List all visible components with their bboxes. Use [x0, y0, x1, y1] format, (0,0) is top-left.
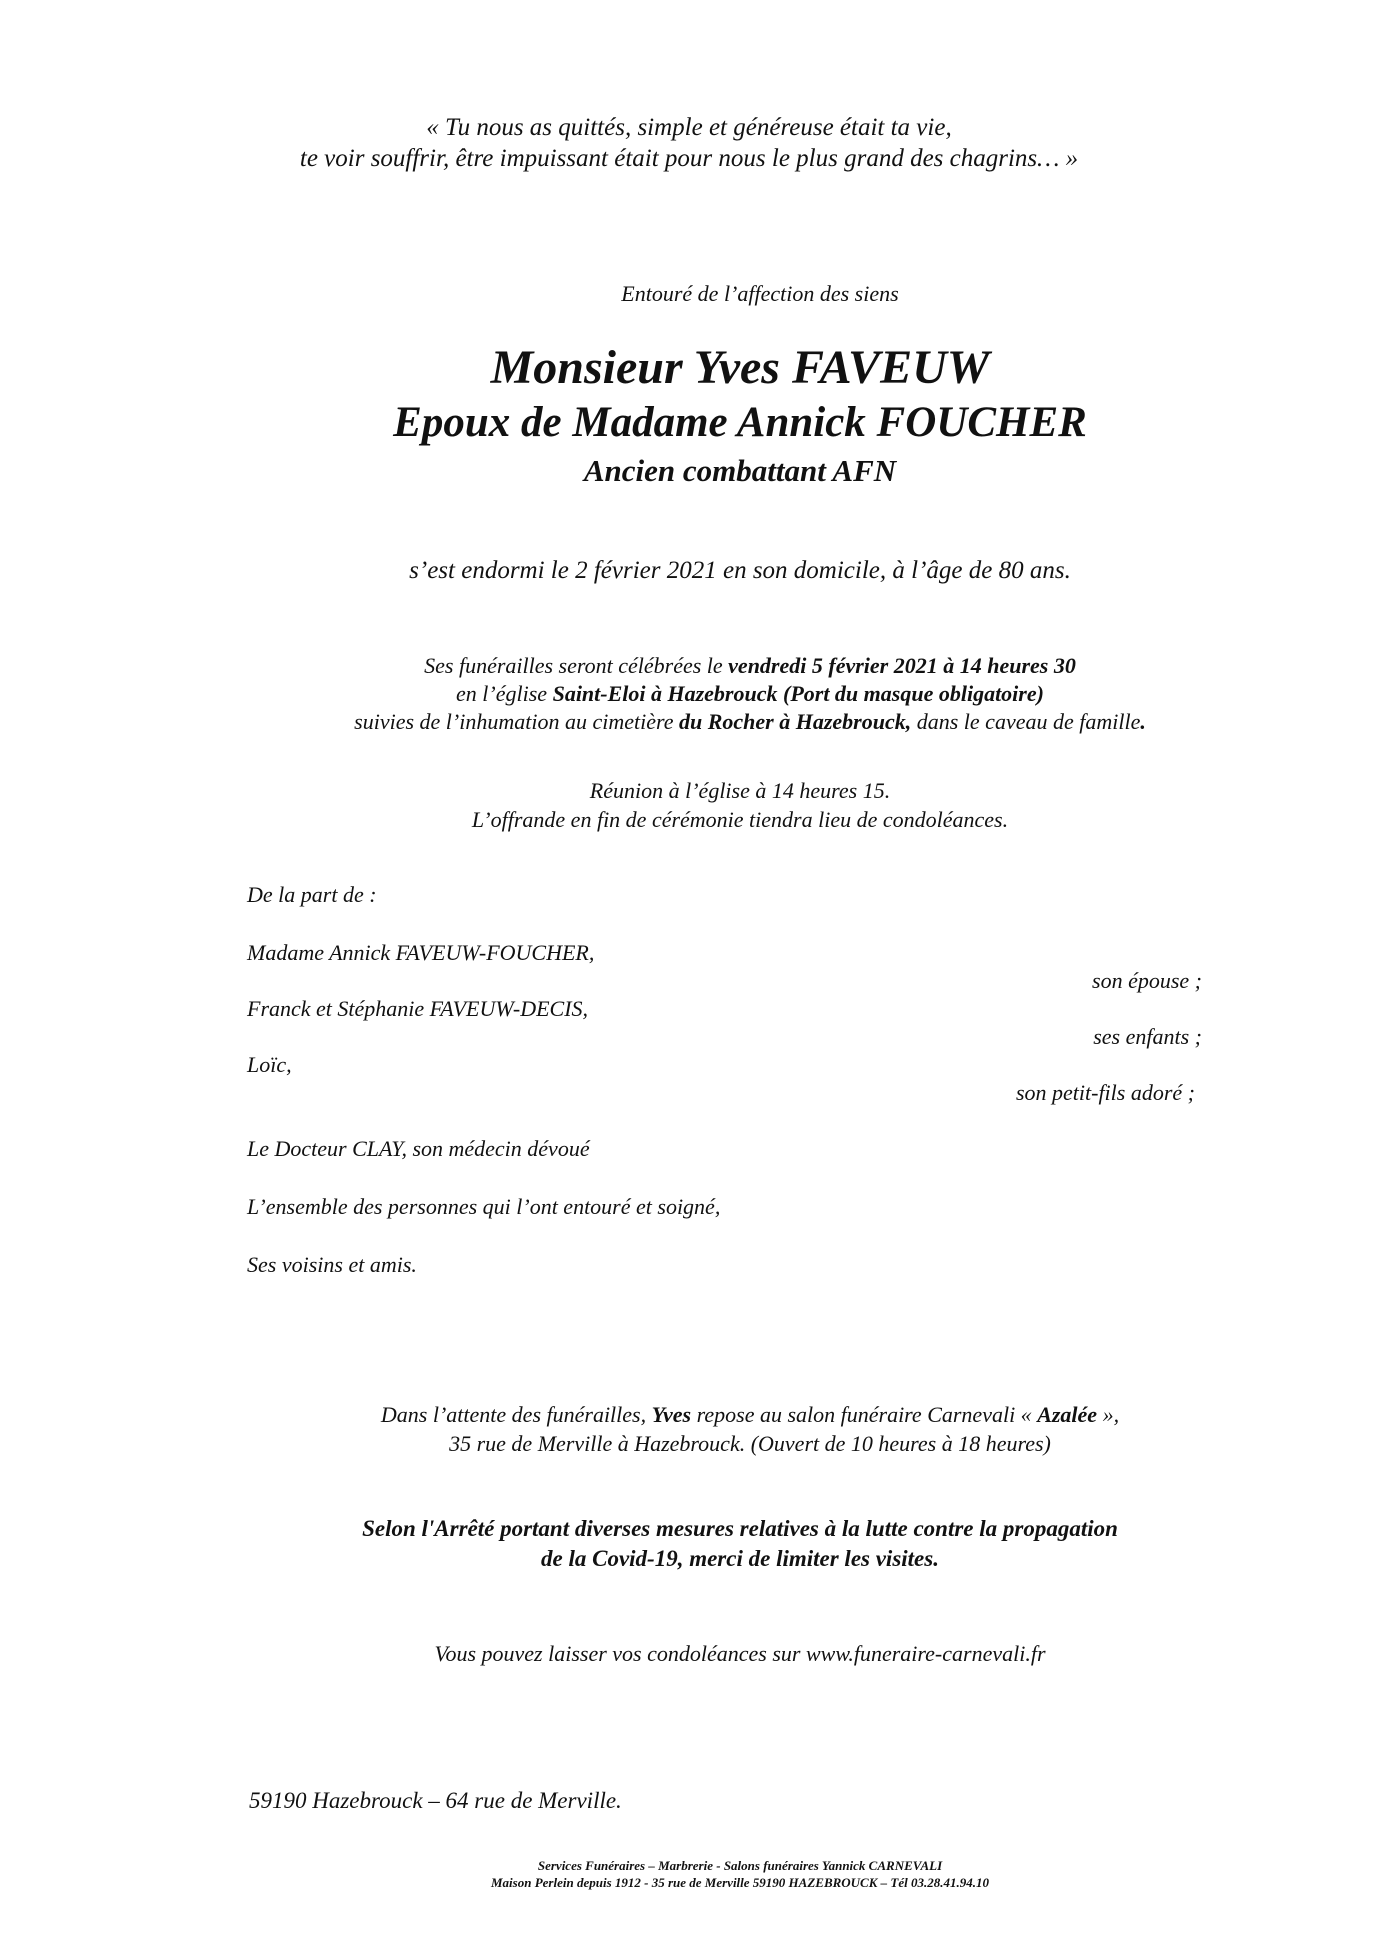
funeral-cemetery: du Rocher à Hazebrouck, [678, 709, 912, 734]
deceased-name: Monsieur Yves FAVEUW [490, 341, 990, 394]
covid-notice [190, 1514, 1290, 1574]
family-other: Ses voisins et amis. [247, 1252, 417, 1277]
funeral-line-3 [200, 708, 1300, 736]
salon-deceased-firstname: Yves [651, 1402, 692, 1427]
funeral-details [200, 652, 1300, 736]
deceased-spouse: Epoux de Madame Annick FOUCHER [393, 399, 1087, 446]
salon-line-1-a: Dans l’attente des funérailles, [380, 1402, 652, 1427]
family-member-relation: ses enfants ; [1093, 1024, 1202, 1049]
death-notice: s’est endormi le 2 février 2021 en son domicile, à l’âge de 80 ans. [409, 557, 1071, 584]
address: 59190 Hazebrouck – 64 rue de Merville. [249, 1788, 622, 1813]
intro-text: Entouré de l’affection des siens [621, 281, 899, 306]
footer-line-1: Services Funéraires – Marbrerie - Salons funéraires Yannick CARNEVALI [537, 1858, 943, 1873]
condolences-link-text: Vous pouvez laisser vos condoléances sur www.funeraire-carnevali.fr [434, 1641, 1046, 1666]
covid-line-2: de la Covid-19, merci de limiter les visites. [541, 1546, 939, 1571]
salon-line-2: 35 rue de Merville à Hazebrouck. (Ouvert de 10 heures à 18 heures) [449, 1431, 1051, 1456]
family-other: L’ensemble des personnes qui l’ont entouré et soigné, [247, 1194, 721, 1219]
reunion-line-2: L’offrande en fin de cérémonie tiendra lieu de condoléances. [471, 807, 1009, 832]
quote-line-2: te voir souffrir, être impuissant était pour nous le plus grand des chagrins… » [299, 145, 1079, 172]
footer [190, 1857, 1290, 1891]
reunion-line-1: Réunion à l’église à 14 heures 15. [589, 778, 891, 803]
family-member-name: Loïc, [247, 1052, 292, 1077]
funeral-line-3-end: dans le caveau de famille [911, 709, 1141, 734]
footer-line-2: Maison Perlein depuis 1912 - 35 rue de Merville 59190 HAZEBROUCK – Tél 03.28.41.94.10 [491, 1875, 989, 1890]
funeral-line-2-text: en l’église [456, 681, 553, 706]
funeral-church: Saint-Eloi à Hazebrouck (Port du masque obligatoire) [552, 681, 1044, 706]
salon-line-1 [190, 1400, 1310, 1429]
funeral-line-3-text: suivies de l’inhumation au cimetière [354, 709, 679, 734]
funeral-line-2 [200, 680, 1300, 708]
funeral-date: vendredi 5 février 2021 à 14 heures 30 [728, 653, 1076, 678]
salon-room-name: Azalée [1037, 1402, 1098, 1427]
family-member-relation: son épouse ; [1092, 968, 1202, 993]
funeral-line-1 [200, 652, 1300, 680]
reunion-info [190, 776, 1290, 834]
family-other: Le Docteur CLAY, son médecin dévoué [247, 1136, 590, 1161]
family-member-name: Franck et Stéphanie FAVEUW-DECIS, [247, 996, 589, 1021]
quote-line-1: « Tu nous as quittés, simple et généreuse était ta vie, [426, 114, 952, 141]
family-member-relation: son petit-fils adoré ; [1015, 1080, 1195, 1105]
funeral-line-1-text: Ses funérailles seront célébrées le [424, 653, 729, 678]
salon-line-1-c: repose au salon funéraire Carnevali « [691, 1402, 1038, 1427]
family-member-name: Madame Annick FAVEUW-FOUCHER, [247, 940, 595, 965]
funeral-line-3-period: . [1140, 709, 1146, 734]
salon-line-1-e: », [1097, 1402, 1120, 1427]
covid-line-1: Selon l'Arrêté portant diverses mesures relatives à la lutte contre la propagation [362, 1516, 1118, 1541]
family-intro: De la part de : [247, 882, 377, 907]
opening-quote [0, 112, 1378, 174]
salon-info [190, 1400, 1310, 1458]
deceased-title: Ancien combattant AFN [583, 453, 897, 488]
